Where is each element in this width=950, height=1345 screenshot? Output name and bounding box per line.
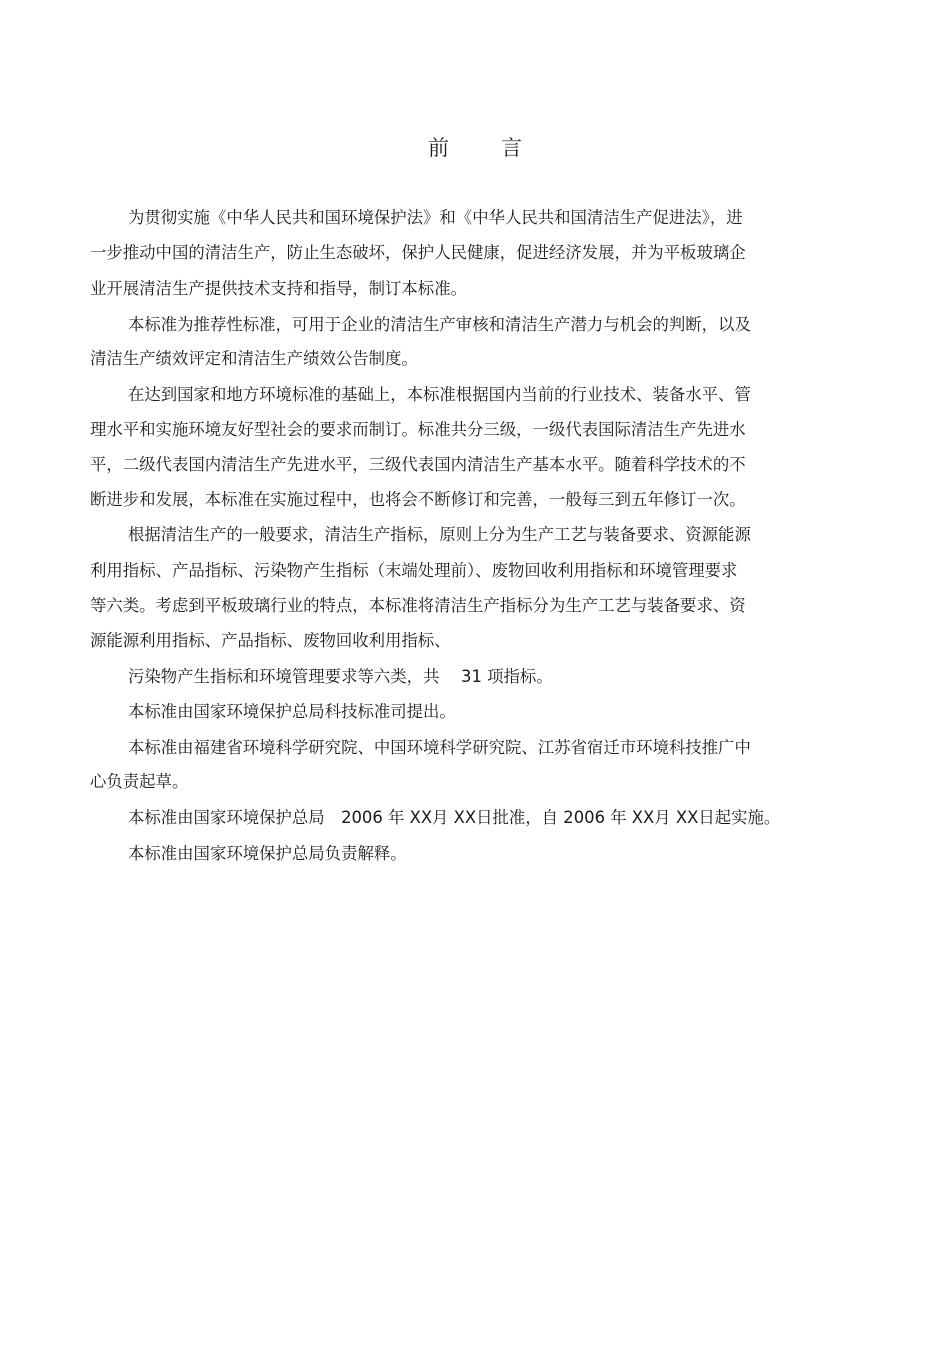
paragraph-9-line-1: 本标准由国家环境保护总局负责解释。 xyxy=(128,844,407,863)
page-title xyxy=(0,134,950,162)
paragraph-4-line-3: 等六类。考虑到平板玻璃行业的特点，本标准将清洁生产指标分为生产工艺与装备要求、资 xyxy=(90,596,746,615)
paragraph-7-line-2: 心负责起草。 xyxy=(90,772,189,791)
paragraph-6-line-1: 本标准由国家环境保护总局科技标准司提出。 xyxy=(128,702,456,721)
paragraph-5-line-1: 污染物产生指标和环境管理要求等六类，共 31 项指标。 xyxy=(128,667,553,686)
paragraph-4-line-2: 利用指标、产品指标、污染物产生指标（末端处理前）、废物回收利用指标和环境管理要求 xyxy=(90,561,738,580)
paragraph-4-line-1: 根据清洁生产的一般要求，清洁生产指标，原则上分为生产工艺与装备要求、资源能源 xyxy=(128,525,751,544)
paragraph-2-line-2: 清洁生产绩效评定和清洁生产绩效公告制度。 xyxy=(90,349,418,368)
paragraph-7-line-1: 本标准由福建省环境科学研究院、中国环境科学研究院、江苏省宿迁市环境科技推广中 xyxy=(128,738,751,757)
paragraph-1-line-3: 业开展清洁生产提供技术支持和指导，制订本标准。 xyxy=(90,279,467,298)
paragraph-3-line-3: 平，二级代表国内清洁生产先进水平，三级代表国内清洁生产基本水平。随着科学技术的不 xyxy=(90,455,746,474)
paragraph-1-line-2: 一步推动中国的清洁生产，防止生态破坏，保护人民健康，促进经济发展，并为平板玻璃企 xyxy=(90,243,746,262)
paragraph-1-line-1: 为贯彻实施《中华人民共和国环境保护法》和《中华人民共和国清洁生产促进法》，进 xyxy=(128,208,743,227)
paragraph-4-line-4: 源能源利用指标、产品指标、废物回收利用指标、 xyxy=(90,631,451,650)
paragraph-8-line-1: 本标准由国家环境保护总局 2006 年 XX月 XX日批准，自 2006 年 XX月 XX日起实施。 xyxy=(128,808,781,827)
title-char-1: 前 xyxy=(428,136,449,160)
paragraph-3-line-4: 断进步和发展，本标准在实施过程中，也将会不断修订和完善，一般每三到五年修订一次。 xyxy=(90,490,746,509)
paragraph-3-line-2: 理水平和实施环境友好型社会的要求而制订。标准共分三级，一级代表国际清洁生产先进水 xyxy=(90,420,746,439)
paragraph-2-line-1: 本标准为推荐性标准，可用于企业的清洁生产审核和清洁生产潜力与机会的判断，以及 xyxy=(128,315,751,334)
title-char-2: 言 xyxy=(501,136,522,160)
paragraph-3-line-1: 在达到国家和地方环境标准的基础上，本标准根据国内当前的行业技术、装备水平、管 xyxy=(128,385,751,404)
